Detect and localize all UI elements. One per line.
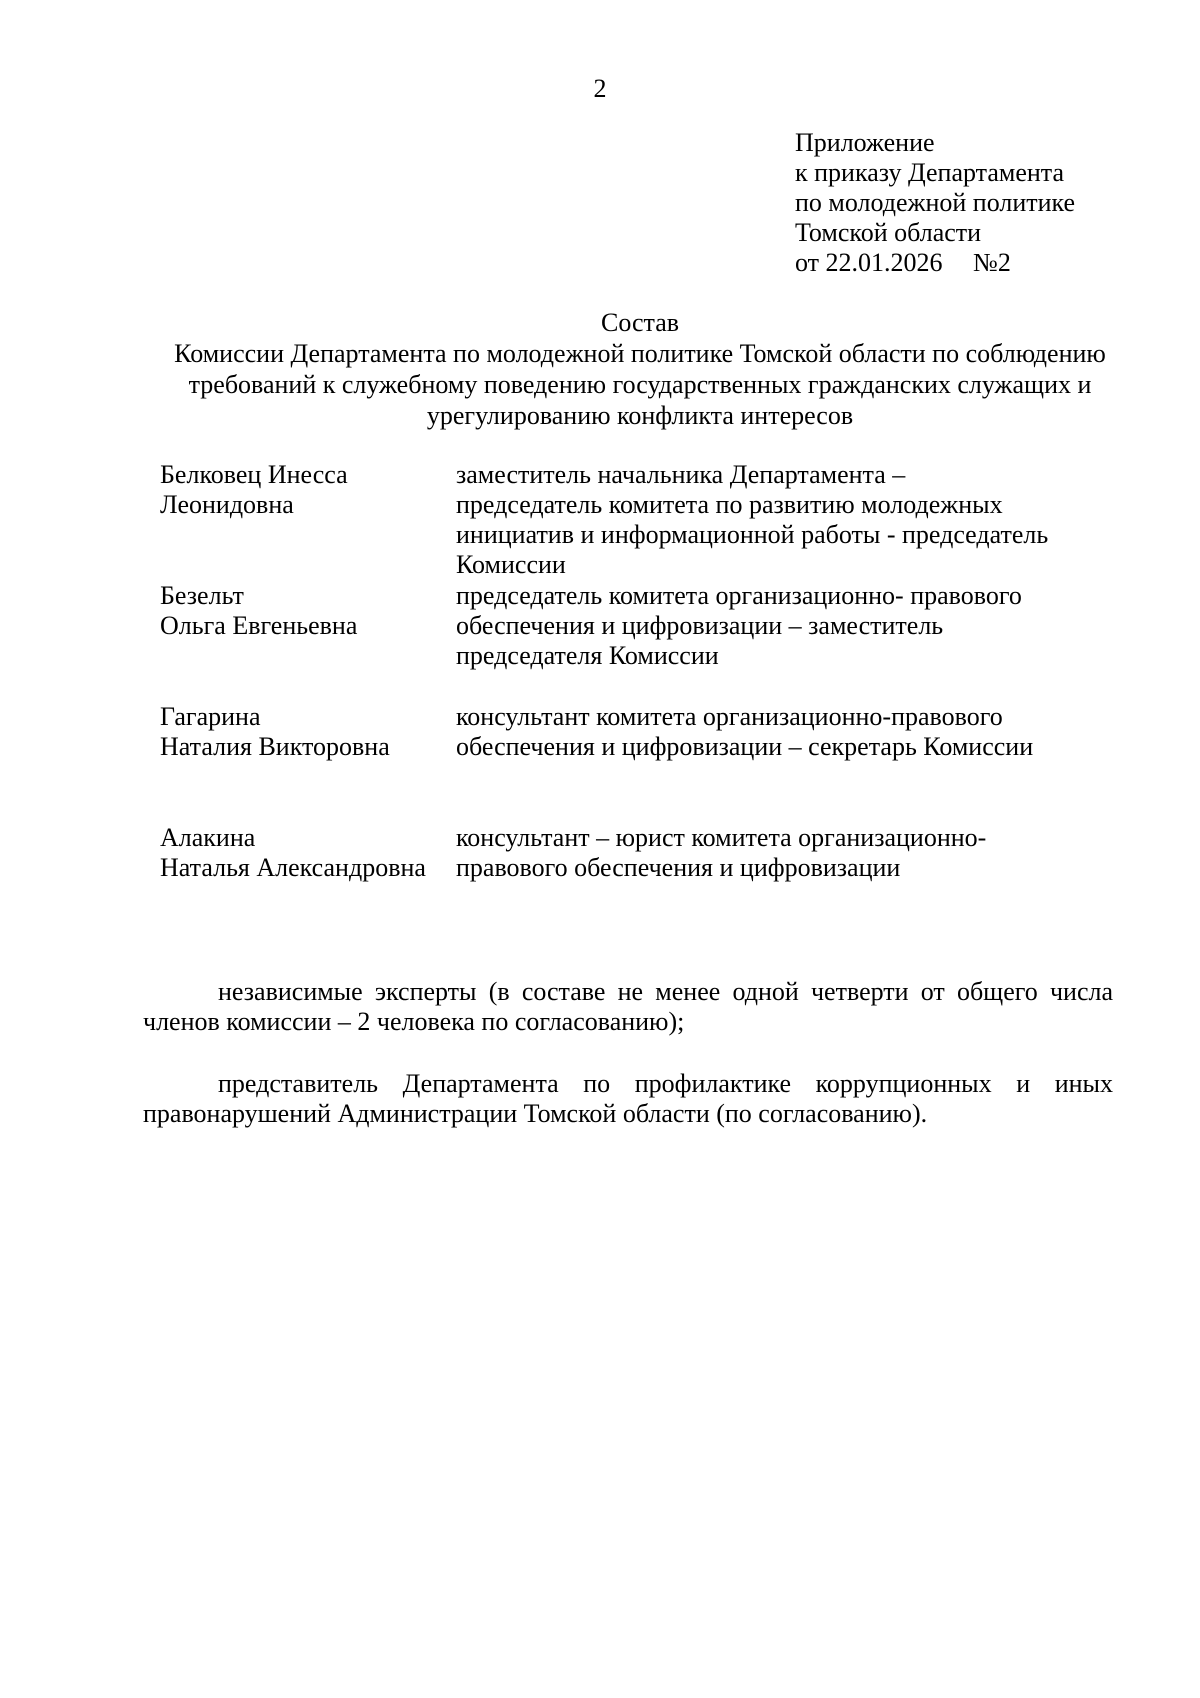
- member-role: председатель комитета организационно- правового обеспечения и цифровизации – заместитель председателя Комиссии: [456, 581, 1022, 670]
- document-title: [120, 307, 1160, 431]
- member-name-line: Безельт: [160, 581, 244, 610]
- appendix-line: Томской области: [795, 218, 982, 247]
- member-role: консультант – юрист комитета организационно-правового обеспечения и цифровизации: [456, 823, 987, 882]
- members-list: [160, 460, 1060, 923]
- member-name-line: Ольга Евгеньевна: [160, 611, 358, 640]
- member-name-line: Леонидовна: [160, 490, 294, 519]
- member-role: заместитель начальника Департамента – председатель комитета по развитию молодежных инициатив и информационной работы - председатель Комиссии: [456, 460, 1049, 579]
- title-main: Состав: [600, 308, 680, 337]
- paragraph-experts: независимые эксперты (в составе не менее одной четверти от общего числа членов комиссии – 2 человека по согласованию);: [143, 977, 1113, 1036]
- member-name-line: Наталия Викторовна: [160, 732, 390, 761]
- appendix-line: Приложение: [795, 128, 935, 157]
- member-row: [160, 823, 1060, 923]
- member-name: [160, 581, 456, 702]
- member-row: [160, 581, 1060, 702]
- member-row: [160, 460, 1060, 581]
- member-name-line: Белковец Инесса: [160, 460, 348, 489]
- member-name-line: Наталья Александровна: [160, 853, 426, 882]
- appendix-number: №2: [973, 248, 1011, 277]
- appendix-date-prefix: от: [795, 248, 820, 277]
- member-name: [160, 460, 456, 581]
- member-role: консультант комитета организационно-правового обеспечения и цифровизации – секретарь Комиссии: [456, 702, 1034, 761]
- member-name-line: Алакина: [160, 823, 256, 852]
- member-name: [160, 702, 456, 823]
- member-name: [160, 823, 456, 923]
- appendix-line: к приказу Департамента: [795, 158, 1065, 187]
- page-number: 2: [593, 74, 607, 103]
- appendix-header: [795, 128, 1075, 278]
- paragraph-representative: представитель Департамента по профилактике коррупционных и иных правонарушений Администрации Томской области (по согласованию).: [143, 1069, 1113, 1128]
- appendix-line: по молодежной политике: [795, 188, 1076, 217]
- member-name-line: Гагарина: [160, 702, 261, 731]
- appendix-date-line: [795, 248, 1075, 278]
- appendix-date: 22.01.2026: [825, 248, 943, 277]
- member-row: [160, 702, 1060, 823]
- title-subtitle: Комиссии Департамента по молодежной политике Томской области по соблюдению требований к служебному поведению государственных гражданских служащих и урегулированию конфликта интересов: [174, 339, 1106, 430]
